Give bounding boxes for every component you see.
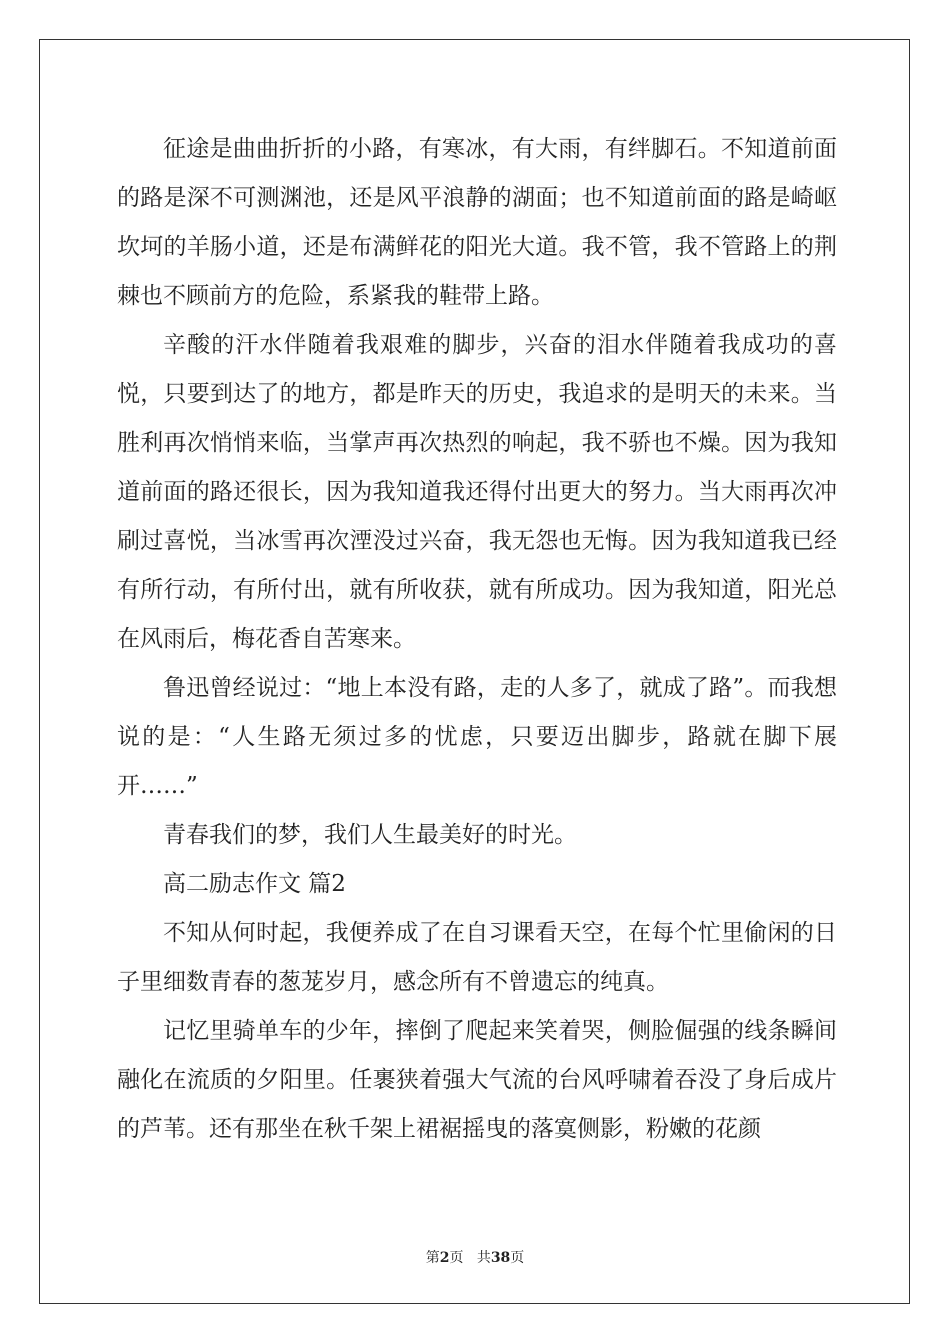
total-prefix: 共 — [476, 1250, 491, 1266]
paragraph: 不知从何时起，我便养成了在自习课看天空，在每个忙里偷闲的日子里细数青春的葱茏岁月，感念所有不曾遗忘的纯真。 — [117, 920, 837, 995]
page-suffix: 页 — [449, 1250, 464, 1266]
paragraph: 征途是曲曲折折的小路，有寒冰，有大雨，有绊脚石。不知道前面的路是深不可测渊池，还是风平浪静的湖面；也不知道前面的路是崎岖坎坷的羊肠小道，还是布满鲜花的阳光大道。我不管，我不管路上的荆棘也不顾前方的危险，系紧我的鞋带上路。 — [117, 136, 837, 309]
total-pages: 38 — [490, 1250, 511, 1266]
section-heading: 高二励志作文 篇2 — [163, 871, 346, 897]
paragraph: 辛酸的汗水伴随着我艰难的脚步，兴奋的泪水伴随着我成功的喜悦，只要到达了的地方，都是昨天的历史，我追求的是明天的未来。当胜利再次悄悄来临，当掌声再次热烈的响起，我不骄也不燥。因为我知道前面的路还很长，因为我知道我还得付出更大的努力。当大雨再次冲刷过喜悦，当冰雪再次湮没过兴奋，我无怨也无悔。因为我知道我已经有所行动，有所付出，就有所收获，就有所成功。因为我知道，阳光总在风雨后，梅花香自苦寒来。 — [117, 332, 837, 652]
document-body — [117, 125, 837, 1154]
page-footer — [0, 1247, 950, 1267]
page-number: 2 — [439, 1250, 450, 1266]
paragraph: 记忆里骑单车的少年，摔倒了爬起来笑着哭，侧脸倔强的线条瞬间融化在流质的夕阳里。任裹狭着强大气流的台风呼啸着吞没了身后成片的芦苇。还有那坐在秋千架上裙裾摇曳的落寞侧影，粉嫩的花颜 — [117, 1018, 837, 1142]
paragraph: 青春我们的梦，我们人生最美好的时光。 — [163, 822, 577, 848]
paragraph: 鲁迅曾经说过：“地上本没有路，走的人多了，就成了路”。而我想说的是：“人生路无须过多的忧虑，只要迈出脚步，路就在脚下展开……” — [117, 675, 837, 799]
total-suffix: 页 — [510, 1250, 525, 1266]
page-prefix: 第 — [425, 1250, 440, 1266]
